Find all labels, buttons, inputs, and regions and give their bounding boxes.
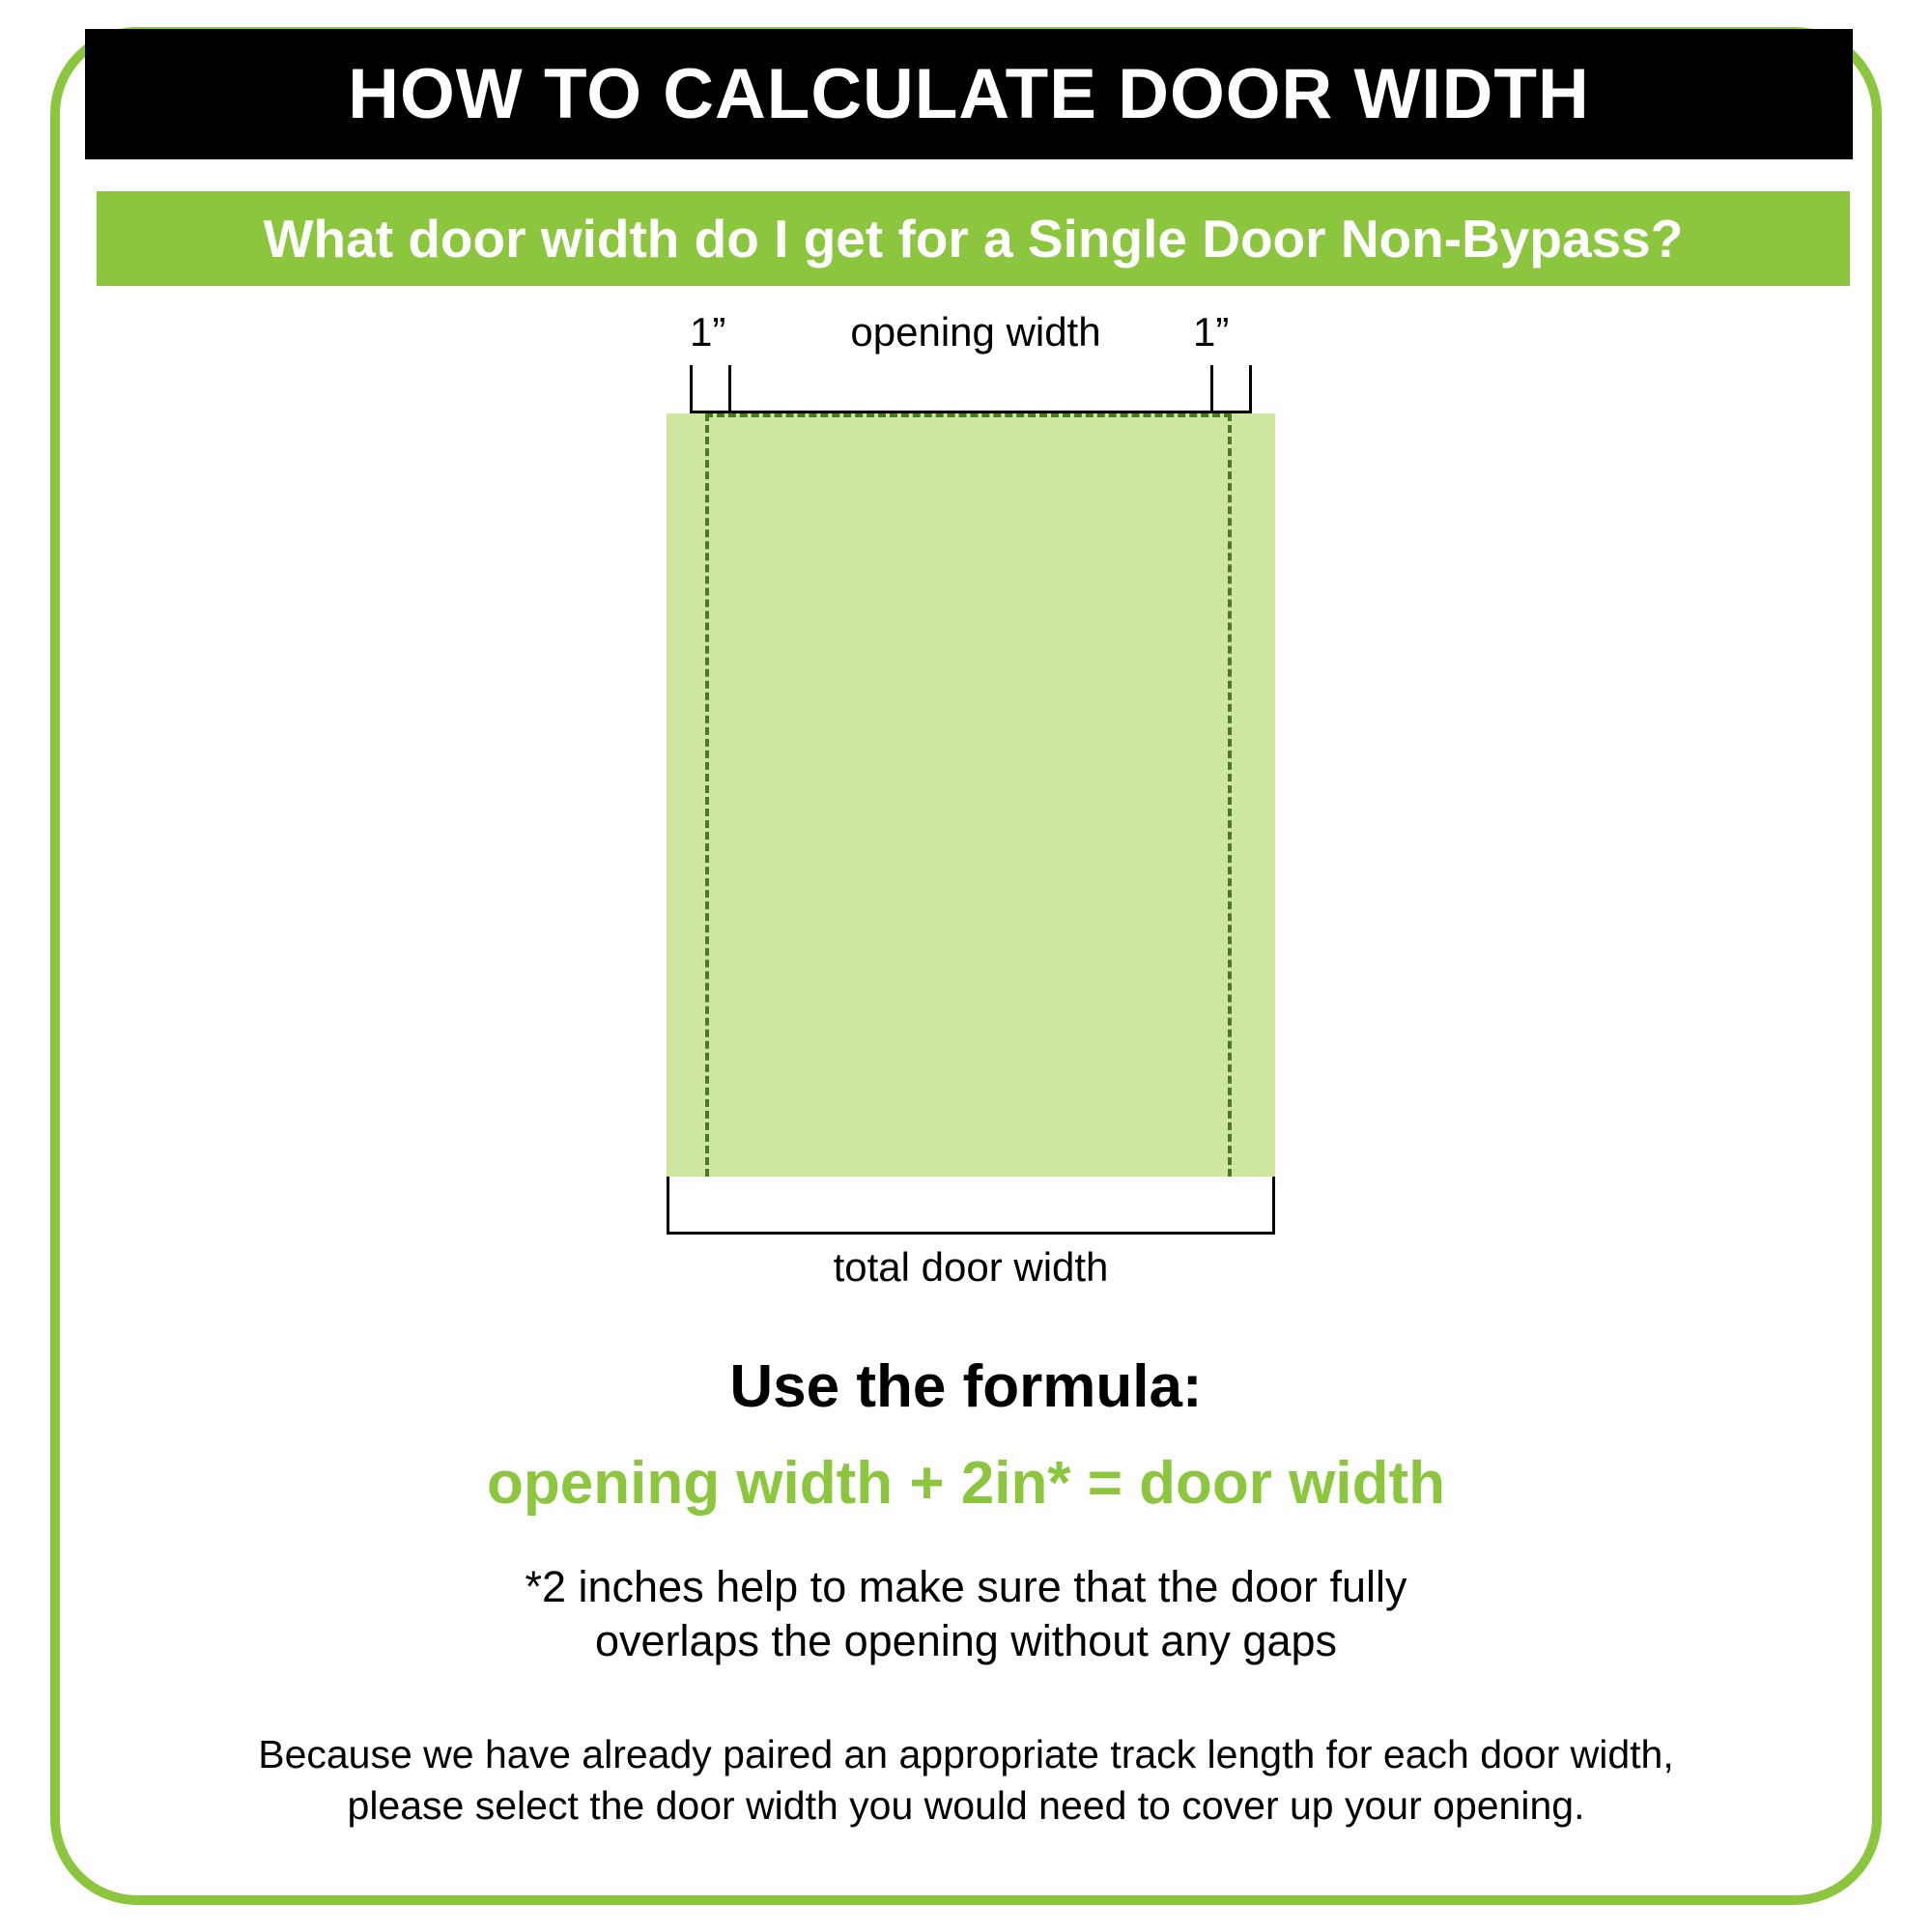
- bracket-tick-left-inner: [728, 365, 731, 413]
- formula-heading: Use the formula:: [729, 1353, 1203, 1420]
- label-opening-width: opening width: [850, 309, 1101, 355]
- closing-instructions: [0, 1729, 1932, 1833]
- opening-outline-dashed: [705, 413, 1232, 1177]
- bracket-tick-right-outer: [1249, 365, 1252, 413]
- bracket-tick-bottom-left: [667, 1177, 669, 1235]
- formula-expression: opening width + 2in* = door width: [487, 1450, 1445, 1517]
- bracket-tick-bottom-right: [1272, 1177, 1275, 1235]
- subtitle-bar: [97, 191, 1850, 286]
- bracket-tick-right-inner: [1210, 365, 1213, 413]
- subtitle-text: What door width do I get for a Single Door Non-Bypass?: [263, 208, 1684, 269]
- formula-note-line-2: overlaps the opening without any gaps: [594, 1616, 1338, 1666]
- formula-note: [0, 1560, 1932, 1669]
- formula-note-line-1: *2 inches help to make sure that the door fully: [525, 1562, 1407, 1611]
- bracket-line-bottom: [667, 1232, 1275, 1235]
- closing-line-2: please select the door width you would need to cover up your opening.: [347, 1783, 1585, 1829]
- page-title: HOW TO CALCULATE DOOR WIDTH: [348, 55, 1590, 133]
- bracket-tick-left-outer: [690, 365, 693, 413]
- closing-line-1: Because we have already paired an appropriate track length for each door width,: [258, 1732, 1674, 1776]
- label-total-door-width: total door width: [833, 1244, 1109, 1290]
- door-width-diagram: [667, 299, 1275, 1294]
- label-right-margin: 1”: [1193, 309, 1230, 355]
- label-left-margin: 1”: [690, 309, 726, 355]
- total-door-width-bracket: [667, 1177, 1275, 1235]
- opening-width-bracket: [690, 365, 1252, 413]
- title-bar: [85, 29, 1853, 159]
